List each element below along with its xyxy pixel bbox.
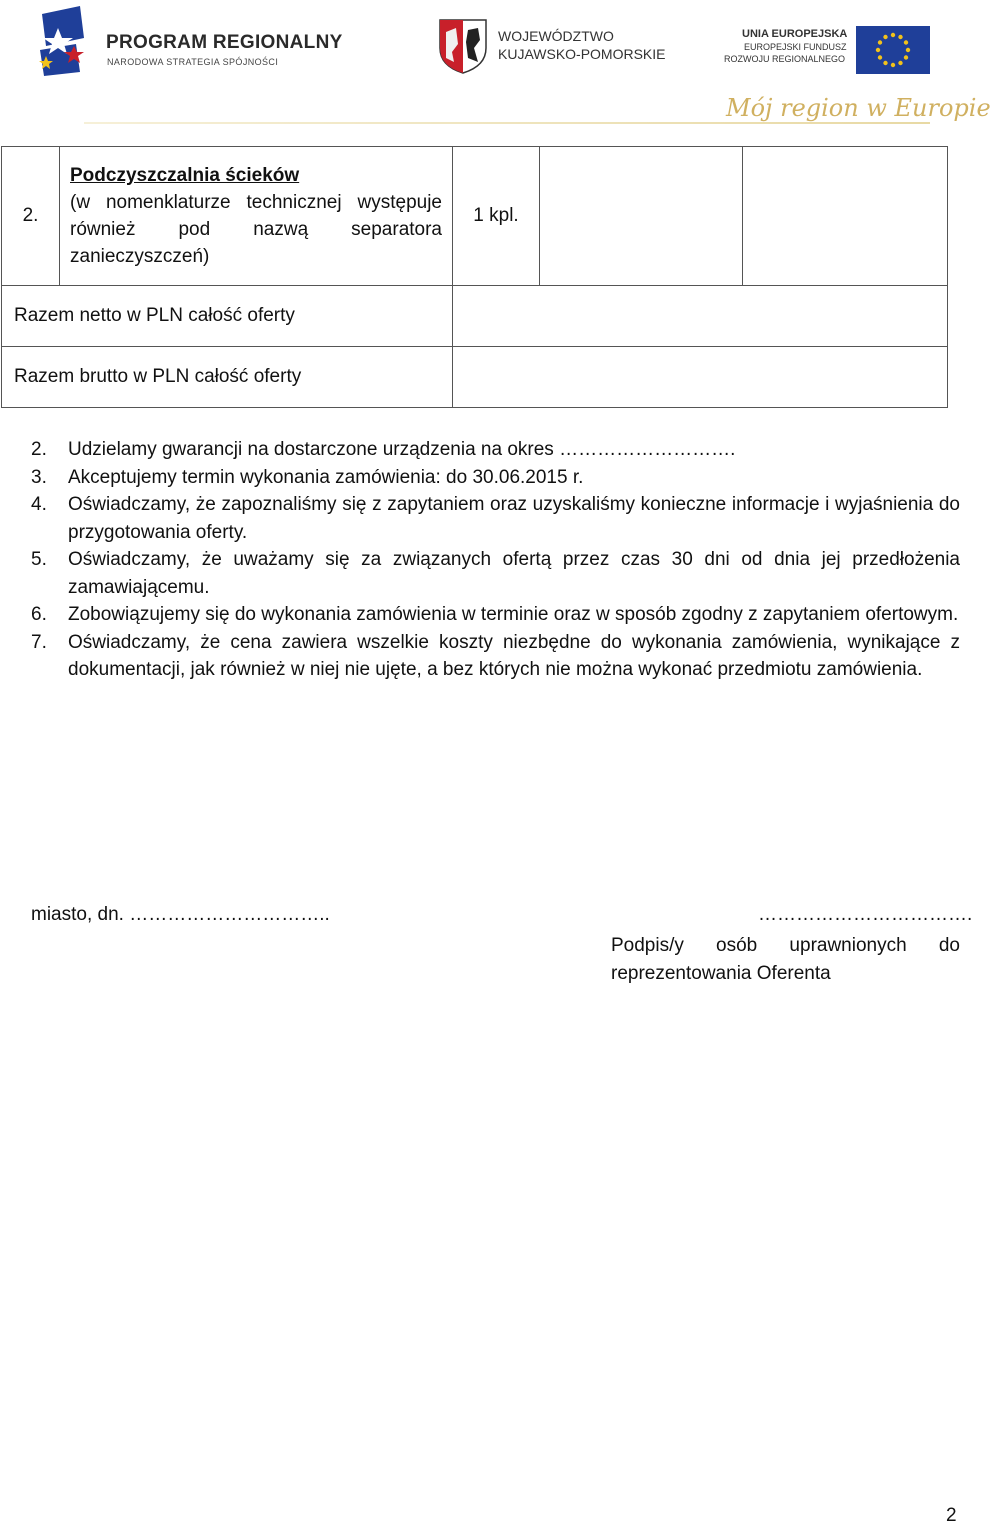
row-title: Podczyszczalnia ścieków: [70, 165, 300, 186]
logo-line3: ROZWOJU REGIONALNEGO: [724, 54, 846, 64]
logo-line1: WOJEWÓDZTWO: [498, 28, 614, 44]
logo-line2: EUROPEJSKI FUNDUSZ: [744, 42, 847, 52]
document-header: [0, 0, 991, 140]
coat-of-arms-icon: [438, 18, 488, 74]
table-row: [2, 147, 948, 286]
gross-price-cell[interactable]: [743, 147, 948, 286]
program-regionalny-logo: [36, 6, 356, 76]
list-item: 5. Oświadczamy, że uważamy się za związanych ofertą przez czas 30 dni od dnia jej przedłożenia zamawiającemu.: [31, 549, 960, 598]
row-description: (w nomenklaturze technicznej występuje również pod nazwą separatora zanieczyszczeń): [70, 192, 442, 267]
logo-title: PROGRAM REGIONALNY: [106, 32, 343, 53]
net-total-value-cell[interactable]: [453, 286, 948, 347]
page-number: 2: [946, 1505, 957, 1526]
statements-list: [0, 436, 960, 684]
eu-flag-icon: [856, 26, 930, 74]
logo-subtitle: NARODOWA STRATEGIA SPÓJNOŚCI: [107, 57, 279, 67]
gross-total-row: [2, 347, 948, 408]
signature-field[interactable]: …………………………….: [758, 904, 973, 925]
offer-table: [1, 146, 948, 408]
wojewodztwo-logo: [438, 18, 668, 78]
net-price-cell[interactable]: [540, 147, 743, 286]
logo-line2: KUJAWSKO-POMORSKIE: [498, 46, 666, 62]
row-description-cell: [60, 147, 453, 286]
list-item: 3. Akceptujemy termin wykonania zamówienia: do 30.06.2015 r.: [31, 466, 584, 488]
list-item: 2. Udzielamy gwarancji na dostarczone urządzenia na okres ……………………….: [31, 439, 736, 460]
header-divider: [84, 122, 930, 124]
gross-total-value-cell[interactable]: [453, 347, 948, 408]
place-date-field[interactable]: miasto, dn. …………………………..: [31, 904, 330, 925]
eu-logo: [722, 26, 932, 76]
list-item: 6. Zobowiązujemy się do wykonania zamówienia w terminie oraz w sposób zgodny z zapytaniem ofertowym.: [31, 604, 959, 625]
logo-line1: UNIA EUROPEJSKA: [742, 28, 848, 40]
net-total-label: Razem netto w PLN całość oferty: [2, 286, 453, 347]
slogan: Mój region w Europie: [726, 94, 991, 122]
signature-label: Podpis/y osób uprawnionych do reprezentowania Oferenta: [611, 935, 960, 984]
star-logo-icon: [36, 6, 96, 76]
list-item: 4. Oświadczamy, że zapoznaliśmy się z zapytaniem oraz uzyskaliśmy konieczne informacje i wyjaśnienia do przygotowania oferty.: [31, 494, 960, 543]
list-item: 7. Oświadczamy, że cena zawiera wszelkie koszty niezbędne do wykonania zamówienia, wynikające z dokumentacji, jak również w niej nie ujęte, a bez których nie można wykonać przedmiotu zamówienia.: [31, 631, 960, 680]
gross-total-label: Razem brutto w PLN całość oferty: [2, 347, 453, 408]
net-total-row: [2, 286, 948, 347]
row-number: 2.: [2, 147, 60, 286]
row-quantity: 1 kpl.: [453, 147, 540, 286]
